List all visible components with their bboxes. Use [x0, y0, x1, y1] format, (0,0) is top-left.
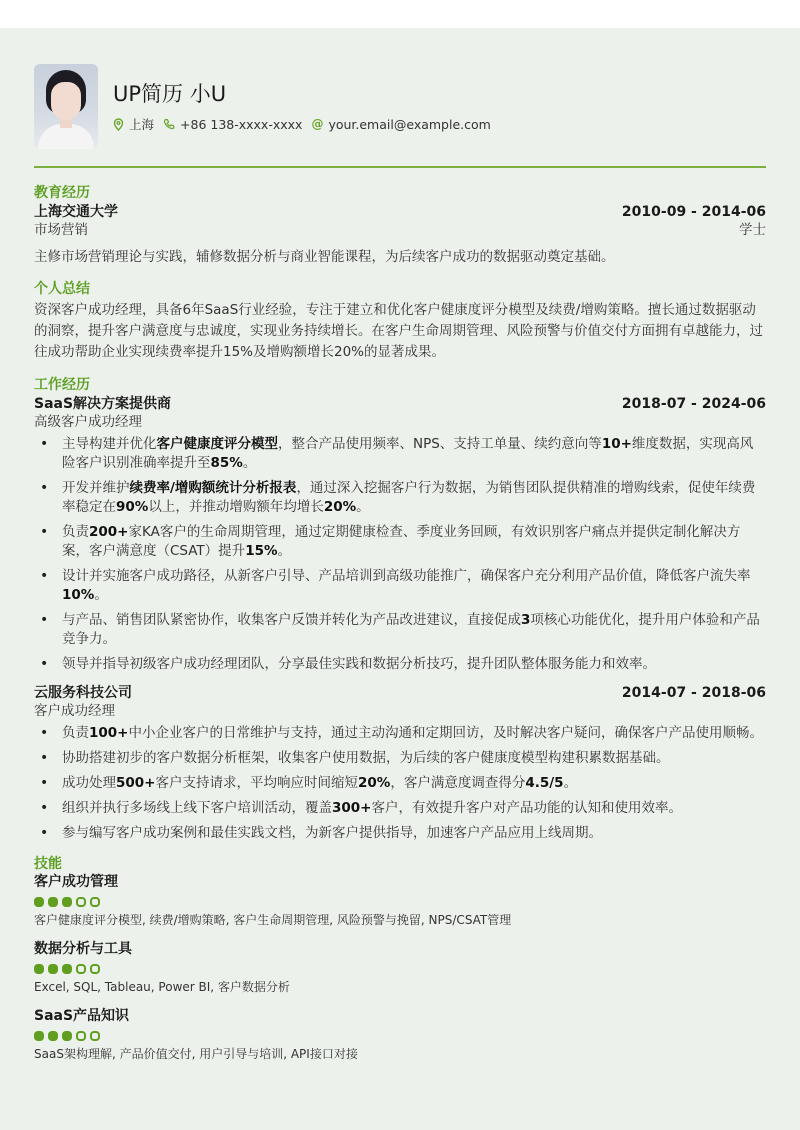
empty-dot-icon [76, 964, 86, 974]
empty-dot-icon [90, 897, 100, 907]
job-bullet: • 成功处理500+客户支持请求，平均响应时间缩短20%，客户满意度调查得分4.5/5。 [62, 774, 766, 793]
skill-description: SaaS架构理解, 产品价值交付, 用户引导与培训, API接口对接 [34, 1046, 358, 1061]
filled-dot-icon [34, 1031, 44, 1041]
skill-level-rating [34, 1031, 766, 1041]
empty-dot-icon [76, 897, 86, 907]
education-dates: 2010-09 - 2014-06 [621, 203, 766, 220]
filled-dot-icon [48, 897, 58, 907]
filled-dot-icon [62, 897, 72, 907]
work-section [34, 376, 766, 843]
at-sign-icon: @ [311, 117, 324, 131]
company-name: SaaS解决方案提供商 [34, 395, 172, 412]
resume-header [34, 28, 766, 149]
filled-dot-icon [62, 964, 72, 974]
skills-section [34, 855, 766, 1062]
job-bullet: • 参与编写客户成功案例和最佳实践文档，为新客户提供指导，加速客户产品应用上线周期。 [62, 824, 766, 843]
filled-dot-icon [48, 1031, 58, 1041]
job-dates: 2014-07 - 2018-06 [621, 684, 766, 701]
section-title-work: 工作经历 [34, 376, 90, 393]
job-bullet: • 与产品、销售团队紧密协作，收集客户反馈并转化为产品改进建议，直接促成3项核心功能优化，提升用户体验和产品竞争力。 [62, 611, 766, 649]
job-bullet: • 组织并执行多场线上线下客户培训活动，覆盖300+客户，有效提升客户对产品功能的认知和使用效率。 [62, 799, 766, 818]
job-bullet: • 主导构建并优化客户健康度评分模型，整合产品使用频率、NPS、支持工单量、续约意向等10+维度数据，实现高风险客户识别准确率提升至85%。 [62, 435, 766, 473]
job-bullets [34, 435, 766, 674]
skill-level-rating [34, 964, 766, 974]
filled-dot-icon [34, 897, 44, 907]
phone-icon [163, 118, 175, 130]
school-name: 上海交通大学 [34, 203, 118, 220]
empty-dot-icon [76, 1031, 86, 1041]
skill-name: 客户成功管理 [34, 873, 118, 890]
contact-list [113, 115, 500, 133]
job-role: 客户成功经理 [34, 702, 115, 719]
location-pin-icon [113, 118, 124, 131]
contact-phone: +86 138-xxxx-xxxx [163, 117, 302, 132]
resume-page [0, 28, 800, 1130]
job-dates: 2018-07 - 2024-06 [621, 395, 766, 412]
summary-section [34, 280, 766, 363]
contact-email[interactable]: @ your.email@example.com [311, 116, 491, 132]
filled-dot-icon [34, 964, 44, 974]
job-bullet: • 负责200+家KA客户的生命周期管理，通过定期健康检查、季度业务回顾，有效识别客户痛点并提供定制化解决方案，客户满意度（CSAT）提升15%。 [62, 523, 766, 561]
job-entry [34, 395, 766, 674]
job-bullet: • 开发并维护续费率/增购额统计分析报表，通过深入挖掘客户行为数据，为销售团队提供精准的增购线索，促使年续费率稳定在90%以上，并推动增购额年均增长20%。 [62, 479, 766, 517]
education-section [34, 184, 766, 268]
section-title-skills: 技能 [34, 855, 62, 872]
job-role: 高级客户成功经理 [34, 413, 142, 430]
job-entry [34, 684, 766, 843]
skill-level-rating [34, 897, 766, 907]
filled-dot-icon [48, 964, 58, 974]
job-bullet: • 设计并实施客户成功路径，从新客户引导、产品培训到高级功能推广，确保客户充分利用产品价值，降低客户流失率10%。 [62, 567, 766, 605]
avatar-photo [34, 64, 98, 149]
contact-location: 上海 [113, 115, 154, 133]
job-bullet: • 领导并指导初级客户成功经理团队，分享最佳实践和数据分析技巧，提升团队整体服务能力和效率。 [62, 655, 766, 674]
section-title-education: 教育经历 [34, 184, 90, 201]
section-title-summary: 个人总结 [34, 280, 90, 297]
skill-name: 数据分析与工具 [34, 940, 132, 957]
job-bullet: • 协助搭建初步的客户数据分析框架，收集客户使用数据，为后续的客户健康度模型构建积累数据基础。 [62, 749, 766, 768]
degree: 学士 [739, 221, 766, 238]
summary-text: 资深客户成功经理，具备6年SaaS行业经验，专注于建立和优化客户健康度评分模型及续费/增购策略。擅长通过数据驱动的洞察，提升客户满意度与忠诚度，实现业务持续增长。在客户生命周期管理、风险预警与价值交付方面拥有卓越能力，过往成功帮助企业实现续费率提升15%及增购额增长20%的显著成果。 [34, 301, 763, 360]
major: 市场营销 [34, 221, 88, 238]
education-description: 主修市场营销理论与实践，辅修数据分析与商业智能课程，为后续客户成功的数据驱动奠定基础。 [34, 248, 615, 265]
empty-dot-icon [90, 1031, 100, 1041]
job-bullet: • 负责100+中小企业客户的日常维护与支持，通过主动沟通和定期回访，及时解决客户疑问，确保客户产品使用顺畅。 [62, 724, 766, 743]
top-blank-bar [0, 0, 800, 28]
skill-item [34, 873, 766, 928]
empty-dot-icon [90, 964, 100, 974]
skill-description: Excel, SQL, Tableau, Power BI, 客户数据分析 [34, 979, 290, 994]
candidate-name: UP简历 小U [113, 82, 227, 106]
skills-list [34, 873, 766, 1062]
skill-name: SaaS产品知识 [34, 1007, 130, 1024]
company-name: 云服务科技公司 [34, 684, 132, 701]
skill-item [34, 940, 766, 995]
filled-dot-icon [62, 1031, 72, 1041]
job-bullets [34, 724, 766, 843]
skill-item [34, 1007, 766, 1062]
skill-description: 客户健康度评分模型, 续费/增购策略, 客户生命周期管理, 风险预警与挽留, NPS/CSAT管理 [34, 912, 512, 927]
header-divider [34, 166, 766, 168]
